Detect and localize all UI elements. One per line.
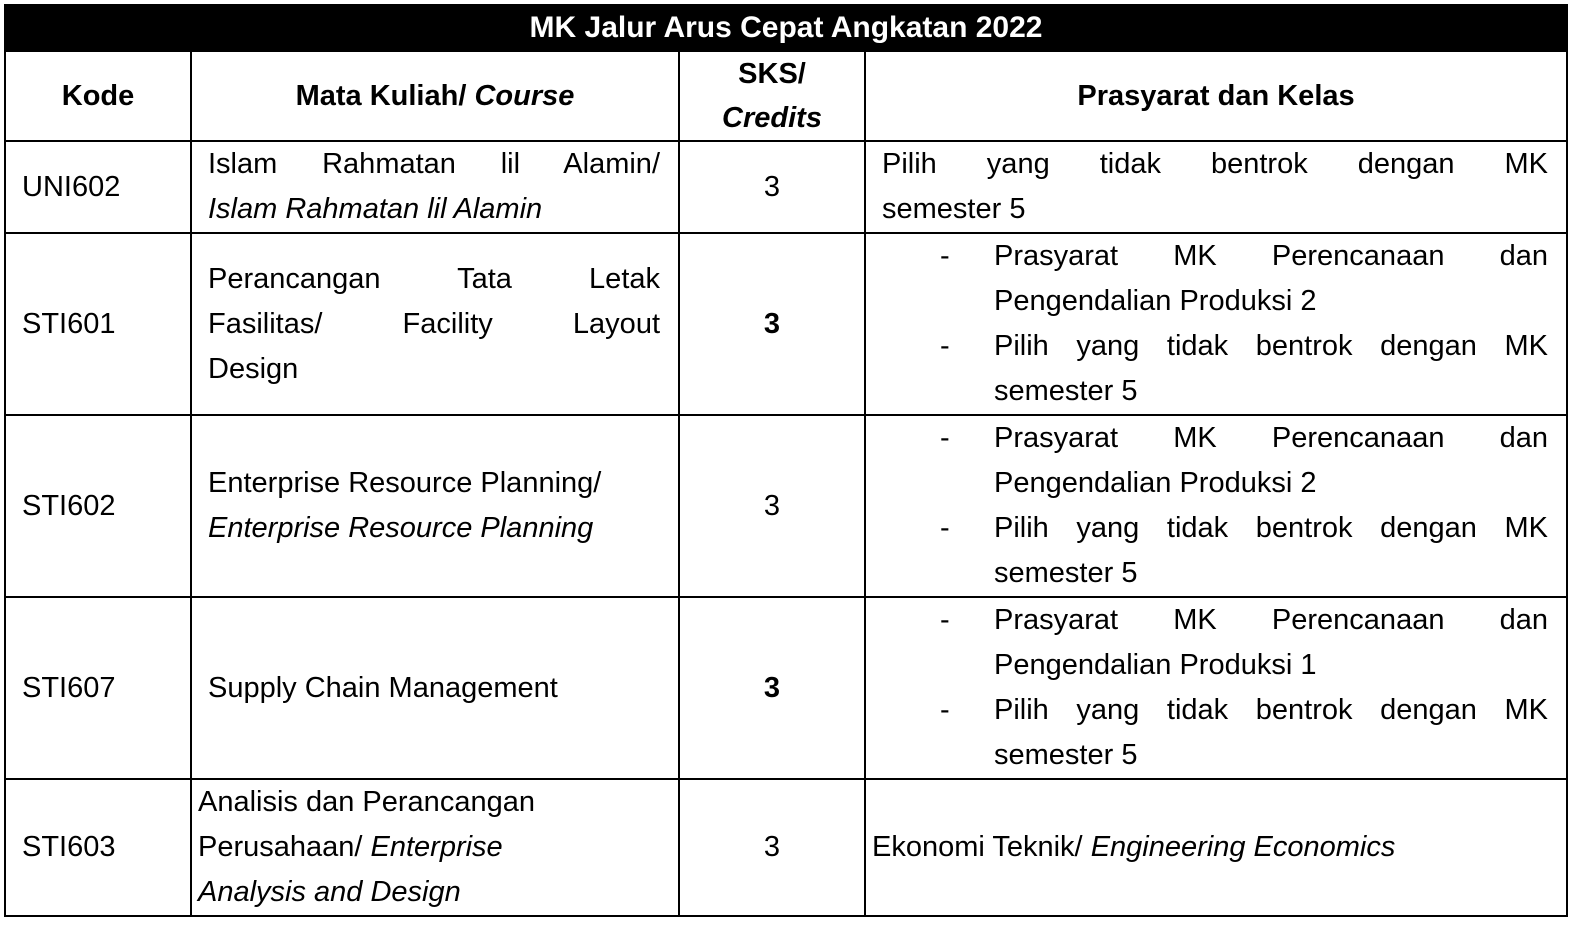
prerequisite-item [882,598,1548,688]
course-credits: 3 [679,597,865,779]
prerequisite-id: Ekonomi Teknik/ [872,831,1091,863]
prerequisite-line: semester 5 [994,739,1138,771]
course-name-line: Fasilitas/ Facility Layout [208,307,660,340]
table-title: MK Jalur Arus Cepat Angkatan 2022 [5,5,1567,51]
prerequisite-line: Pengendalian Produksi 2 [994,285,1317,317]
prerequisite-line: Prasyarat MK Perencanaan dan [994,240,1548,272]
dash-bullet: - [940,512,950,544]
prerequisite-line: semester 5 [994,557,1138,589]
table-row [5,779,1567,916]
dash-bullet: - [940,604,950,636]
course-credits: 3 [679,415,865,597]
prerequisite-list [882,598,1548,778]
header-prasyarat: Prasyarat dan Kelas [865,51,1567,141]
prerequisite-line: Pengendalian Produksi 1 [994,649,1317,681]
table-row [5,233,1567,415]
prerequisite-line: Pilih yang tidak bentrok dengan MK [994,694,1548,726]
table-row [5,415,1567,597]
prerequisite-item [882,506,1548,596]
dash-bullet: - [940,694,950,726]
course-name [191,415,679,597]
course-code: UNI602 [5,141,191,233]
header-sks-id: SKS/ [738,58,806,90]
course-name-en: Analysis and Design [198,876,461,908]
course-name-id: Perusahaan/ [198,831,371,863]
header-sks [679,51,865,141]
course-code: STI601 [5,233,191,415]
course-prerequisite [865,141,1567,233]
prerequisite-item [882,688,1548,778]
prerequisite-item [882,416,1548,506]
dash-bullet: - [940,240,950,272]
course-prerequisite [865,415,1567,597]
prerequisite-line: Prasyarat MK Perencanaan dan [994,422,1548,454]
course-name-line: Perancangan Tata Letak [208,262,660,295]
header-kode: Kode [5,51,191,141]
table-title-row [5,5,1567,51]
table-row [5,141,1567,233]
prerequisite-line: Pilih yang tidak bentrok dengan MK [994,512,1548,544]
course-prerequisite [865,779,1567,916]
prerequisite-item [882,324,1548,414]
header-mata-kuliah-id: Mata Kuliah/ [295,79,467,112]
header-sks-en: Credits [722,102,822,134]
course-credits: 3 [679,779,865,916]
course-name [191,597,679,779]
dash-bullet: - [940,330,950,362]
course-name-line [198,825,660,870]
course-name [191,141,679,233]
prerequisite-list [882,416,1548,596]
prerequisite-line: Prasyarat MK Perencanaan dan [994,604,1548,636]
course-credits: 3 [679,141,865,233]
course-name-line: Design [208,352,299,385]
course-name [191,779,679,916]
course-credits: 3 [679,233,865,415]
prerequisite-line: semester 5 [882,193,1026,225]
course-name-id: Islam Rahmatan lil Alamin/ [208,148,660,180]
prerequisite-item [882,234,1548,324]
header-mata-kuliah-en: Course [474,79,575,112]
course-table [4,4,1568,917]
course-code: STI603 [5,779,191,916]
course-prerequisite [865,233,1567,415]
prerequisite-line: Pilih yang tidak bentrok dengan MK [994,330,1548,362]
prerequisite-line: Pengendalian Produksi 2 [994,467,1317,499]
course-name-en: Islam Rahmatan lil Alamin [208,193,543,225]
prerequisite-line: Pilih yang tidak bentrok dengan MK [882,148,1548,180]
course-code: STI607 [5,597,191,779]
dash-bullet: - [940,422,950,454]
prerequisite-list [882,234,1548,414]
course-code: STI602 [5,415,191,597]
course-name [191,233,679,415]
course-name-id: Enterprise Resource Planning/ [208,467,602,499]
course-prerequisite [865,597,1567,779]
course-name-en: Enterprise [370,831,503,863]
course-name-en: Enterprise Resource Planning [208,512,594,544]
course-table-container [4,4,1566,917]
prerequisite-en: Engineering Economics [1090,831,1396,863]
course-name-line: Analisis dan Perancangan [198,786,535,818]
course-name-line: Supply Chain Management [208,671,558,704]
prerequisite-line: semester 5 [994,375,1138,407]
table-row [5,597,1567,779]
header-row [5,51,1567,141]
header-mata-kuliah [191,51,679,141]
